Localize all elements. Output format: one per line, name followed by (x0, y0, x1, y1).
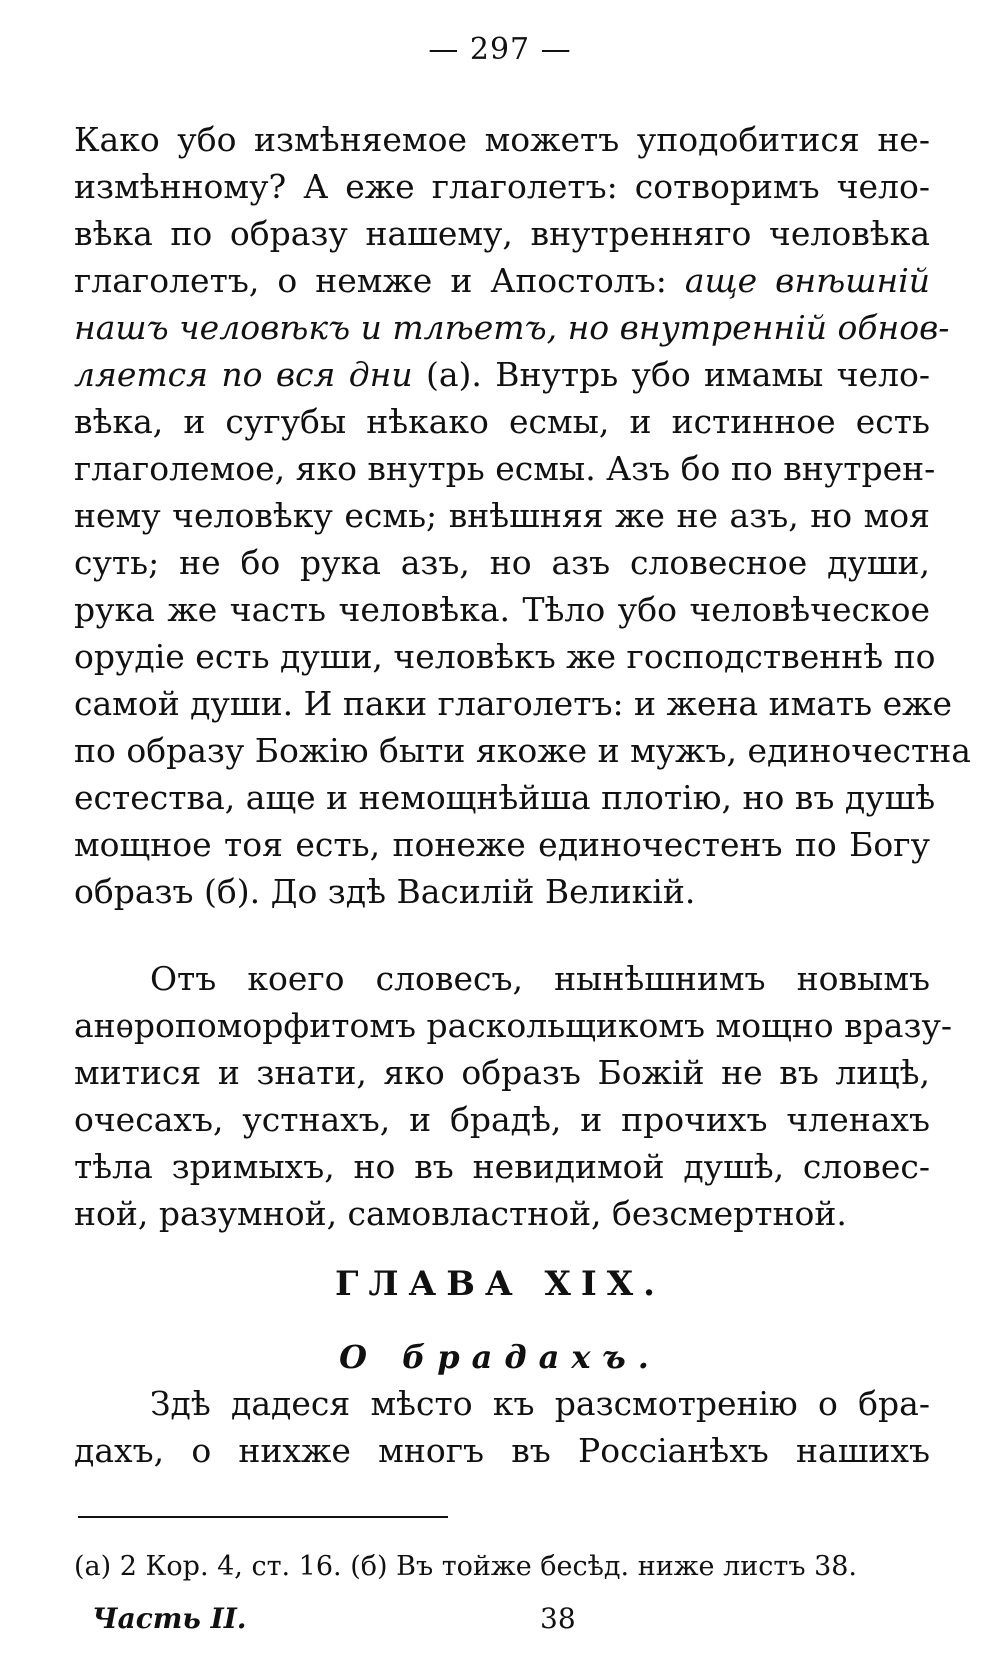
italic-quote: ляется по вся дни (74, 355, 413, 394)
text-line: суть; не бо рука азъ, но азъ словесное души, (74, 543, 930, 582)
text-line: вѣка, и сугубы нѣкако есмы, и истинное есть (74, 402, 930, 441)
text-line: Здѣ дадеся мѣсто къ разсмотренію о бра- (150, 1384, 930, 1423)
text-line: орудіе есть души, человѣкъ же господственнѣ по (74, 637, 936, 676)
text-line: очесахъ, устнахъ, и брадѣ, и прочихъ членахъ (74, 1100, 930, 1139)
chapter-title: ГЛАВА XIX. (335, 1264, 665, 1304)
text-line: ной, разумной, самовластной, безсмертной. (74, 1194, 847, 1233)
sheet-number: 38 (540, 1602, 576, 1635)
paragraph-1 (74, 116, 971, 915)
paragraph-2 (74, 955, 953, 1237)
text-line: естества, аще и немощнѣйша плотію, но въ душѣ (74, 778, 936, 817)
text-line: митися и знати, яко образъ Божій не въ лицѣ, (74, 1053, 930, 1092)
text-line: самой души. И паки глаголетъ: и жена имать еже (74, 684, 953, 723)
text-line: Отъ коего словесъ, нынѣшнимъ новымъ (150, 959, 930, 998)
text-line: образъ (б). До здѣ Василій Великій. (74, 872, 696, 911)
chapter-subtitle: О брадахъ. (339, 1338, 661, 1376)
paragraph-3 (74, 1380, 930, 1474)
text-line: мощное тоя есть, понеже единочестенъ по Богу (74, 825, 930, 864)
text-line: дахъ, о нихже многъ въ Россіанѣхъ нашихъ (74, 1431, 930, 1470)
text-line: вѣка по образу нашему, внутренняго человѣка (74, 214, 930, 253)
footnotes: (а) 2 Кор. 4, ст. 16. (б) Въ тойже бесѣд. ниже листъ 38. (74, 1551, 858, 1582)
text-line: по образу Божію быти якоже и мужъ, единочестна (74, 731, 971, 770)
text-line (74, 304, 950, 351)
signature-mark: Часть II. (92, 1602, 247, 1635)
text-line: ляется по вся дни (а). Внутрь убо имамы чело- (74, 355, 930, 394)
text-line: анѳропоморфитомъ раскольщикомъ мощно вразу- (74, 1006, 953, 1045)
text-line: глаголемое, яко внутрь есмы. Азъ бо по внутрен- (74, 449, 936, 488)
text-line: тѣла зримыхъ, но въ невидимой душѣ, словес- (74, 1147, 930, 1186)
text-line: глаголетъ, о немже и Апостолъ: аще внѣшній (74, 261, 931, 300)
text-line: Како убо измѣняемое можетъ уподобитися не- (74, 120, 930, 159)
text-line: рука же часть человѣка. Тѣло убо человѣческое (74, 590, 930, 629)
footnote-divider (78, 1516, 448, 1518)
page-number: — 297 — (428, 32, 572, 67)
text-line: измѣнному? А еже глаголетъ: сотворимъ чело- (74, 167, 930, 206)
italic-quote: аще внѣшній (684, 261, 931, 300)
italic-quote: нашъ человѣкъ и тлѣетъ, но внутренній обнов- (74, 308, 950, 347)
text-line: нему человѣку есмь; внѣшняя же не азъ, но моя (74, 496, 930, 535)
